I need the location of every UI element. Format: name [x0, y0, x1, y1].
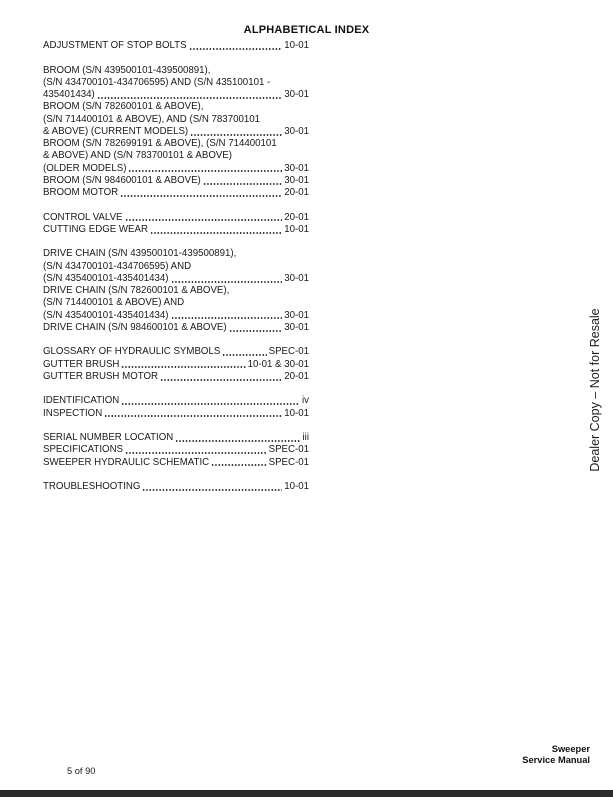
entry-text: BROOM (S/N 782699191 & ABOVE), (S/N 714400101	[43, 138, 277, 149]
entry-text: (OLDER MODELS)	[43, 162, 127, 174]
entry-text: ADJUSTMENT OF STOP BOLTS	[43, 40, 187, 51]
dot-leader	[222, 354, 266, 356]
index-entry-line	[43, 212, 309, 224]
entry-page-ref: 30-01	[284, 125, 309, 137]
index-entry-line	[43, 273, 309, 285]
entry-text: & ABOVE) AND (S/N 783700101 & ABOVE)	[43, 150, 232, 162]
dot-leader	[160, 379, 282, 381]
entry-text: (S/N 434700101-434706595) AND (S/N 435100101 -	[43, 76, 271, 88]
dot-leader	[121, 403, 300, 405]
dot-leader	[229, 330, 283, 332]
index-entry-line	[43, 408, 309, 420]
dealer-watermark: Dealer Copy – Not for Resale	[588, 308, 602, 472]
entry-page-ref: 20-01	[284, 187, 309, 198]
entry-text: (S/N 714400101 & ABOVE), AND (S/N 783700101	[43, 113, 261, 125]
entry-text: IDENTIFICATION	[43, 395, 120, 407]
entry-text: DRIVE CHAIN (S/N 782600101 & ABOVE),	[43, 285, 230, 296]
entry-text: DRIVE CHAIN (S/N 439500101-439500891),	[43, 248, 237, 260]
index-entry-line	[43, 432, 309, 444]
dot-leader	[203, 183, 282, 185]
dot-leader	[120, 195, 282, 197]
entry-page-ref: 30-01	[284, 309, 309, 321]
dot-leader	[189, 48, 283, 50]
dot-leader	[211, 464, 266, 466]
index-entry-line	[43, 285, 309, 297]
page-indicator: 5 of 90	[67, 766, 96, 776]
index-entry-line	[43, 444, 309, 456]
entry-page-ref: 20-01	[284, 370, 309, 382]
entry-text: BROOM (S/N 782600101 & ABOVE),	[43, 101, 204, 113]
index-entry-line	[43, 89, 309, 101]
dot-leader	[190, 134, 282, 136]
dot-leader	[125, 219, 283, 221]
index-entry-line	[43, 224, 309, 236]
index-entry-line	[43, 346, 309, 358]
dot-leader	[125, 452, 267, 454]
entry-text: (S/N 434700101-434706595) AND	[43, 260, 192, 272]
index-entry-line	[43, 101, 309, 113]
entry-page-ref: SPEC-01	[268, 346, 309, 358]
entry-text: & ABOVE) (CURRENT MODELS)	[43, 125, 189, 137]
entry-page-ref: 30-01	[284, 89, 309, 100]
bottom-bar	[0, 790, 613, 797]
index-entry-line	[43, 481, 309, 493]
entry-page-ref: iii	[302, 432, 309, 443]
entry-page-ref: 30-01	[284, 321, 309, 333]
entry-text: SPECIFICATIONS	[43, 444, 124, 456]
index-entry-line	[43, 322, 309, 334]
index-entry-line	[43, 114, 309, 126]
doc-title	[522, 744, 590, 765]
entry-text: CONTROL VALVE	[43, 211, 123, 223]
dot-leader	[150, 232, 282, 234]
entry-text: (S/N 435400101-435401434)	[43, 272, 169, 284]
index-group	[43, 40, 309, 52]
index-group	[43, 248, 309, 334]
entry-text: DRIVE CHAIN (S/N 984600101 & ABOVE)	[43, 321, 227, 333]
index-group	[43, 395, 309, 420]
entry-text: 435401434)	[43, 89, 95, 100]
entry-text: SWEEPER HYDRAULIC SCHEMATIC	[43, 456, 210, 468]
index-group	[43, 65, 309, 200]
index-entry-line	[43, 310, 309, 322]
entry-text: GUTTER BRUSH	[43, 358, 120, 370]
entry-page-ref: 30-01	[284, 272, 309, 284]
entry-text: GUTTER BRUSH MOTOR	[43, 370, 158, 382]
entry-page-ref: 30-01	[284, 174, 309, 186]
index-group	[43, 432, 309, 469]
entry-text: INSPECTION	[43, 407, 103, 419]
entry-text: GLOSSARY OF HYDRAULIC SYMBOLS	[43, 346, 221, 358]
page-title: ALPHABETICAL INDEX	[243, 24, 370, 36]
doc-title-line2: Service Manual	[522, 754, 590, 765]
index-entry-line	[43, 138, 309, 150]
entry-page-ref: iv	[302, 395, 309, 407]
index-entry-line	[43, 395, 309, 407]
index-entry-line	[43, 359, 309, 371]
entry-text: SERIAL NUMBER LOCATION	[43, 432, 174, 443]
index-entry-line	[43, 126, 309, 138]
index-group	[43, 212, 309, 237]
entry-page-ref: 10-01	[284, 481, 309, 492]
entry-page-ref: SPEC-01	[268, 456, 309, 468]
index-entry-line	[43, 175, 309, 187]
index-entry-line	[43, 40, 309, 52]
entry-text: BROOM (S/N 439500101-439500891),	[43, 64, 211, 76]
entry-text: (S/N 714400101 & ABOVE) AND	[43, 297, 185, 309]
dot-leader	[175, 440, 300, 442]
alphabetical-index	[43, 40, 309, 493]
dot-leader	[97, 97, 283, 99]
index-entry-line	[43, 261, 309, 273]
index-entry-line	[43, 65, 309, 77]
entry-text: (S/N 435400101-435401434)	[43, 309, 169, 321]
index-group	[43, 481, 309, 493]
index-entry-line	[43, 163, 309, 175]
dot-leader	[171, 317, 283, 319]
index-entry-line	[43, 371, 309, 383]
index-entry-line	[43, 297, 309, 309]
index-entry-line	[43, 77, 309, 89]
dot-leader	[128, 170, 282, 172]
entry-text: CUTTING EDGE WEAR	[43, 223, 148, 235]
entry-page-ref: 10-01	[284, 40, 309, 51]
index-group	[43, 346, 309, 383]
entry-text: BROOM (S/N 984600101 & ABOVE)	[43, 174, 201, 186]
entry-page-ref: 10-01	[284, 407, 309, 419]
entry-page-ref: 30-01	[284, 162, 309, 174]
dot-leader	[104, 415, 282, 417]
index-entry-line	[43, 187, 309, 199]
index-entry-line	[43, 457, 309, 469]
entry-page-ref: 10-01	[284, 223, 309, 235]
entry-text: BROOM MOTOR	[43, 187, 119, 198]
entry-page-ref: 20-01	[284, 211, 309, 223]
entry-page-ref: SPEC-01	[268, 444, 309, 456]
index-entry-line	[43, 248, 309, 260]
doc-title-line1: Sweeper	[551, 744, 590, 754]
dot-leader	[142, 489, 282, 491]
entry-text: TROUBLESHOOTING	[43, 481, 141, 492]
index-entry-line	[43, 150, 309, 162]
dot-leader	[171, 281, 283, 283]
entry-page-ref: 10-01 & 30-01	[247, 358, 309, 370]
dot-leader	[121, 366, 245, 368]
